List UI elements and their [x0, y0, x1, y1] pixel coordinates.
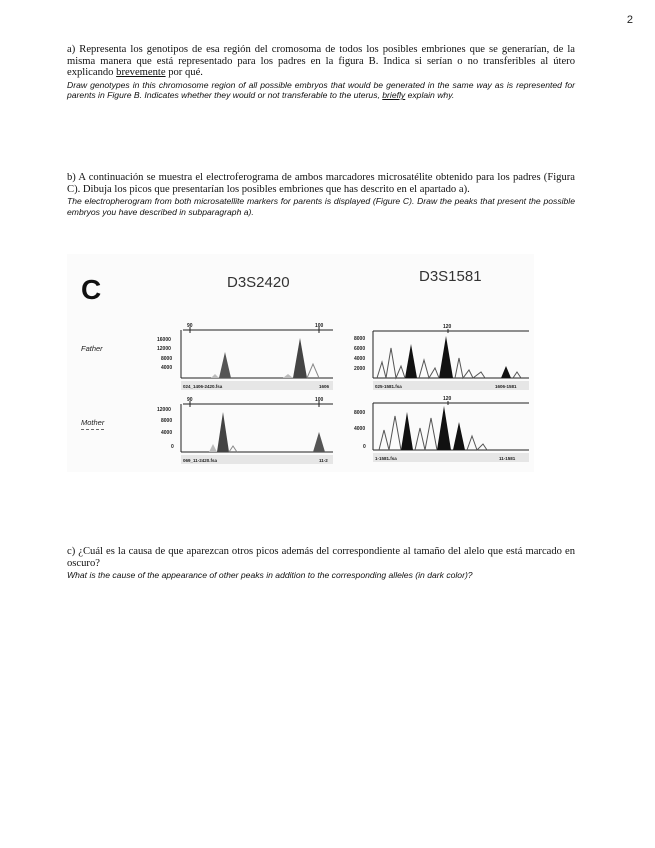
allele-peak-dark	[219, 352, 231, 378]
father-y-tick-4: 4000	[161, 365, 173, 371]
father-file-name: 024_1406-2420.fsa	[183, 384, 223, 389]
right-father-file-right: 1606-1581	[495, 384, 517, 389]
d3s2420-mother-panel	[143, 396, 333, 466]
stutter-peaks-outline	[377, 348, 405, 378]
figure-letter: C	[81, 274, 102, 305]
top-tick-90: 90	[187, 323, 193, 329]
stutter-peak-outline	[513, 372, 521, 378]
stutter-peak-outline	[229, 446, 237, 452]
father-y-tick-1: 16000	[157, 337, 171, 343]
d3s1581-father-panel	[353, 322, 529, 390]
allele-peak-dark	[217, 412, 229, 452]
allele-peak-dark	[501, 366, 511, 378]
marker-title-right: D3S1581	[419, 268, 482, 285]
allele-peak-dark	[439, 336, 453, 378]
top-tick-100: 100	[315, 323, 324, 329]
father-y-tick-3: 8000	[161, 356, 173, 362]
mother-y-tick-4: 0	[171, 444, 174, 450]
mother-file-name: 069_11-2420.fsa	[183, 458, 218, 463]
allele-peak-dark	[405, 344, 417, 378]
question-a-spanish: a) Representa los genotipos de esa región del cromosoma de todos los posibles embriones que se generarían, de la misma manera que está representado para los padres en la figura B. Indica si serían o no transferibles al útero explicando brevemente por qué.	[67, 44, 575, 79]
allele-peak-dark	[313, 432, 325, 452]
top-tick-100: 100	[315, 397, 324, 403]
mother-file-right: 11-2	[319, 458, 328, 463]
question-c-spanish: c) ¿Cuál es la causa de que aparezcan otros picos además del correspondiente al tamaño del alelo que está marcado en oscuro?	[67, 546, 575, 569]
top-tick-90: 90	[187, 397, 193, 403]
allele-peak-dark	[453, 422, 465, 450]
question-b	[67, 172, 575, 217]
stutter-peak	[211, 374, 219, 378]
question-a-english: Draw genotypes in this chromosome region of all possible embryos that would be generated in the same way as is represented for parents in Figure B. Indicates whether they would or not transferable to the uterus, briefly explain why.	[67, 79, 575, 101]
stutter-peak-outline	[307, 364, 319, 378]
stutter-peak	[283, 374, 293, 378]
stutter-peaks-outline	[467, 436, 487, 450]
mother-y-tick-2: 8000	[161, 418, 173, 424]
stutter-peaks-outline	[419, 360, 439, 378]
mother-y-tick-1: 12000	[157, 407, 171, 413]
d3s2420-father-panel	[143, 322, 333, 390]
page-number: 2	[626, 14, 633, 26]
marker-title-left: D3S2420	[227, 274, 290, 291]
right-mother-y-tick-3: 0	[363, 444, 366, 450]
stutter-peaks-outline	[455, 358, 485, 378]
stutter-peaks-outline	[379, 416, 401, 450]
stutter-peak	[209, 444, 217, 452]
question-c	[67, 546, 575, 581]
right-mother-y-tick-1: 8000	[354, 410, 366, 416]
father-file-right: 1606	[319, 384, 330, 389]
question-a	[67, 44, 575, 101]
stutter-peaks-outline	[415, 418, 437, 450]
allele-peak-dark	[293, 338, 307, 378]
d3s1581-mother-panel	[353, 394, 529, 464]
top-tick-120: 120	[443, 396, 452, 402]
question-c-english: What is the cause of the appearance of other peaks in addition to the corresponding alleles (in dark color)?	[67, 570, 473, 581]
question-b-spanish: b) A continuación se muestra el electroferograma de ambos marcadores microsatélite obtenido para los padres (Figura C). Dibuja los picos que presentarían los posibles embriones que has descrito en el apartado a).	[67, 172, 575, 195]
right-mother-file-right: 11-1581	[499, 456, 516, 461]
father-y-tick-2: 12000	[157, 346, 171, 352]
right-father-y-tick-2: 6000	[354, 346, 366, 352]
right-father-file-name: 025-1581.fsa	[375, 384, 402, 389]
figure-c-electropherogram	[67, 254, 534, 472]
right-mother-y-tick-2: 4000	[354, 426, 366, 432]
father-label: Father	[81, 344, 103, 353]
mother-y-tick-3: 4000	[161, 430, 173, 436]
top-tick-120: 120	[443, 324, 452, 330]
question-b-english: The electropherogram from both microsatellite markers for parents is displayed (Figure C). Draw the peaks that present the possible embryos you have described in subparagraph a).	[67, 196, 575, 217]
allele-peak-dark	[437, 406, 451, 450]
right-father-y-tick-1: 8000	[354, 336, 366, 342]
right-father-y-tick-3: 4000	[354, 356, 366, 362]
right-father-y-tick-4: 2000	[354, 366, 366, 372]
right-mother-file-name: 1-1581.fsa	[375, 456, 397, 461]
allele-peak-dark	[401, 412, 413, 450]
mother-label: Mother	[81, 418, 104, 430]
